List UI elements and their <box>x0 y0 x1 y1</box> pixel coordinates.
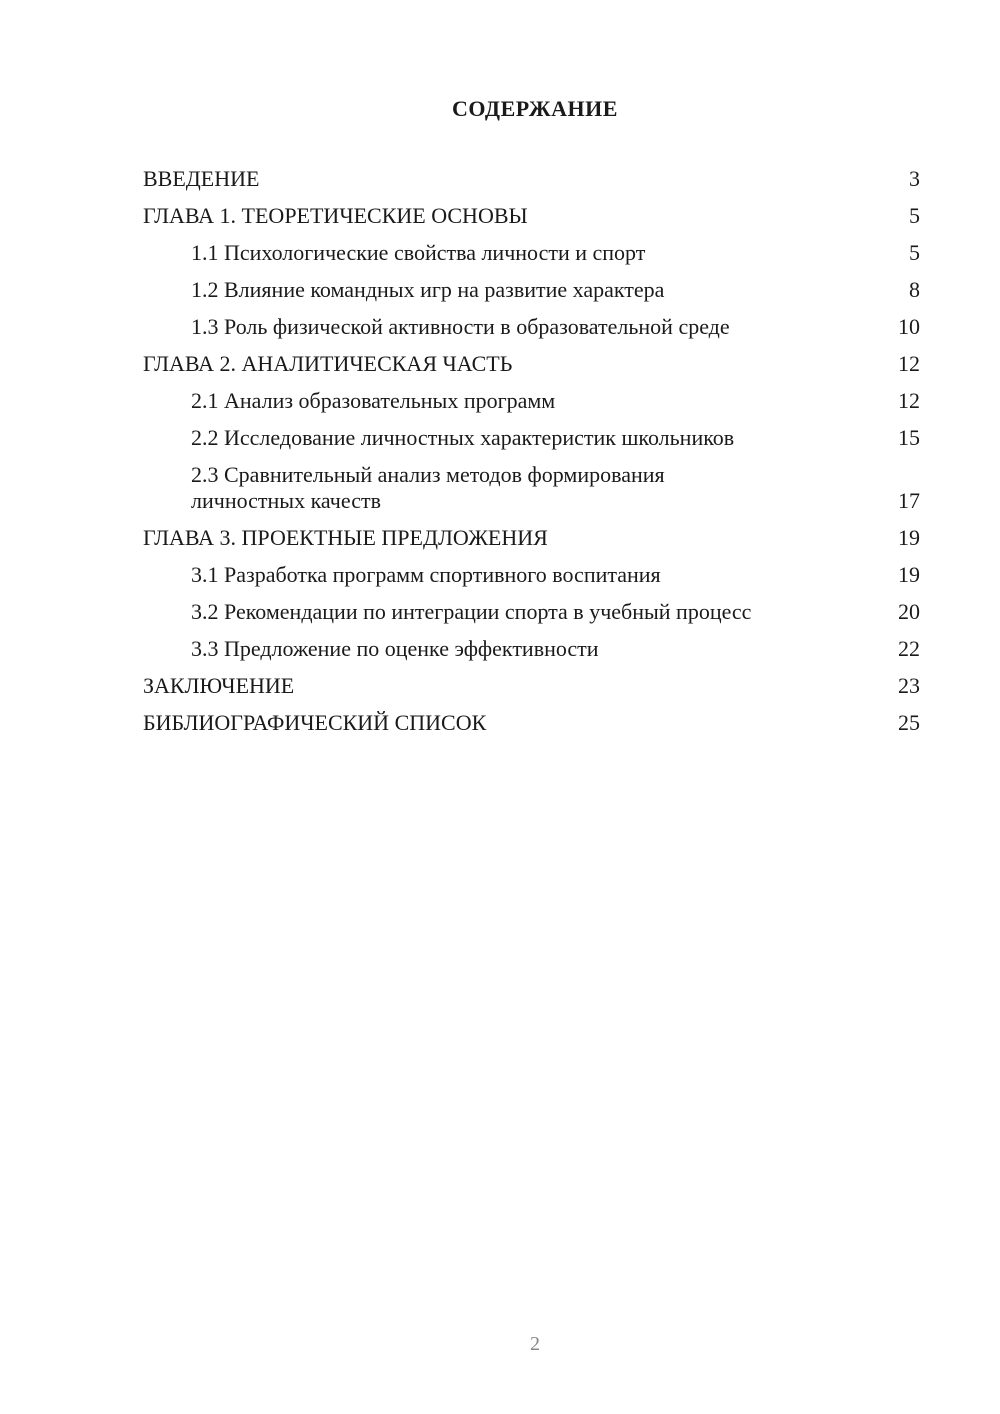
toc-entry-page: 19 <box>898 562 920 587</box>
toc-entry-page: 3 <box>909 166 920 191</box>
toc-subentry[interactable] <box>143 388 920 414</box>
toc-entry-label: 2.3 Сравнительный анализ методов формирования личностных качеств <box>191 462 665 513</box>
toc-subentry[interactable] <box>143 636 920 662</box>
toc-entry-label: ГЛАВА 1. ТЕОРЕТИЧЕСКИЕ ОСНОВЫ <box>143 203 528 228</box>
toc-entry-page: 8 <box>909 277 920 302</box>
toc-entry-label: 1.3 Роль физической активности в образовательной среде <box>191 314 730 339</box>
toc-subentry[interactable] <box>143 425 920 451</box>
toc-entry-page: 22 <box>898 636 920 661</box>
toc-subentry[interactable] <box>143 240 920 266</box>
table-of-contents <box>143 166 920 747</box>
toc-entry-page: 15 <box>898 425 920 450</box>
toc-subentry[interactable] <box>143 277 920 303</box>
toc-entry-label: 3.2 Рекомендации по интеграции спорта в учебный процесс <box>191 599 752 624</box>
toc-subentry[interactable] <box>143 562 920 588</box>
toc-entry-label: БИБЛИОГРАФИЧЕСКИЙ СПИСОК <box>143 710 487 735</box>
toc-entry[interactable] <box>143 203 920 229</box>
toc-subentry[interactable] <box>143 462 920 514</box>
toc-entry-page: 17 <box>898 488 920 513</box>
toc-entry[interactable] <box>143 351 920 377</box>
toc-entry-label: ГЛАВА 2. АНАЛИТИЧЕСКАЯ ЧАСТЬ <box>143 351 513 376</box>
toc-entry-label: 1.2 Влияние командных игр на развитие характера <box>191 277 665 302</box>
toc-entry-label: ВВЕДЕНИЕ <box>143 166 260 191</box>
toc-entry-page: 25 <box>898 710 920 735</box>
toc-subentry[interactable] <box>143 314 920 340</box>
toc-entry-label: 1.1 Психологические свойства личности и спорт <box>191 240 646 265</box>
toc-entry-page: 12 <box>898 351 920 376</box>
toc-entry-label: 2.1 Анализ образовательных программ <box>191 388 556 413</box>
toc-entry-page: 5 <box>909 240 920 265</box>
toc-entry-label: 3.1 Разработка программ спортивного воспитания <box>191 562 661 587</box>
page-title: СОДЕРЖАНИЕ <box>452 96 618 121</box>
toc-entry-label: 3.3 Предложение по оценке эффективности <box>191 636 599 661</box>
toc-entry[interactable] <box>143 710 920 736</box>
toc-entry-page: 12 <box>898 388 920 413</box>
toc-entry-page: 23 <box>898 673 920 698</box>
toc-entry[interactable] <box>143 673 920 699</box>
toc-entry[interactable] <box>143 166 920 192</box>
toc-entry-page: 20 <box>898 599 920 624</box>
toc-entry-page: 5 <box>909 203 920 228</box>
toc-subentry[interactable] <box>143 599 920 625</box>
toc-entry-page: 19 <box>898 525 920 550</box>
toc-entry-label: ЗАКЛЮЧЕНИЕ <box>143 673 295 698</box>
toc-entry-label: 2.2 Исследование личностных характеристик школьников <box>191 425 735 450</box>
toc-entry-page: 10 <box>898 314 920 339</box>
toc-entry[interactable] <box>143 525 920 551</box>
toc-entry-label: ГЛАВА 3. ПРОЕКТНЫЕ ПРЕДЛОЖЕНИЯ <box>143 525 548 550</box>
page-number: 2 <box>530 1333 540 1355</box>
